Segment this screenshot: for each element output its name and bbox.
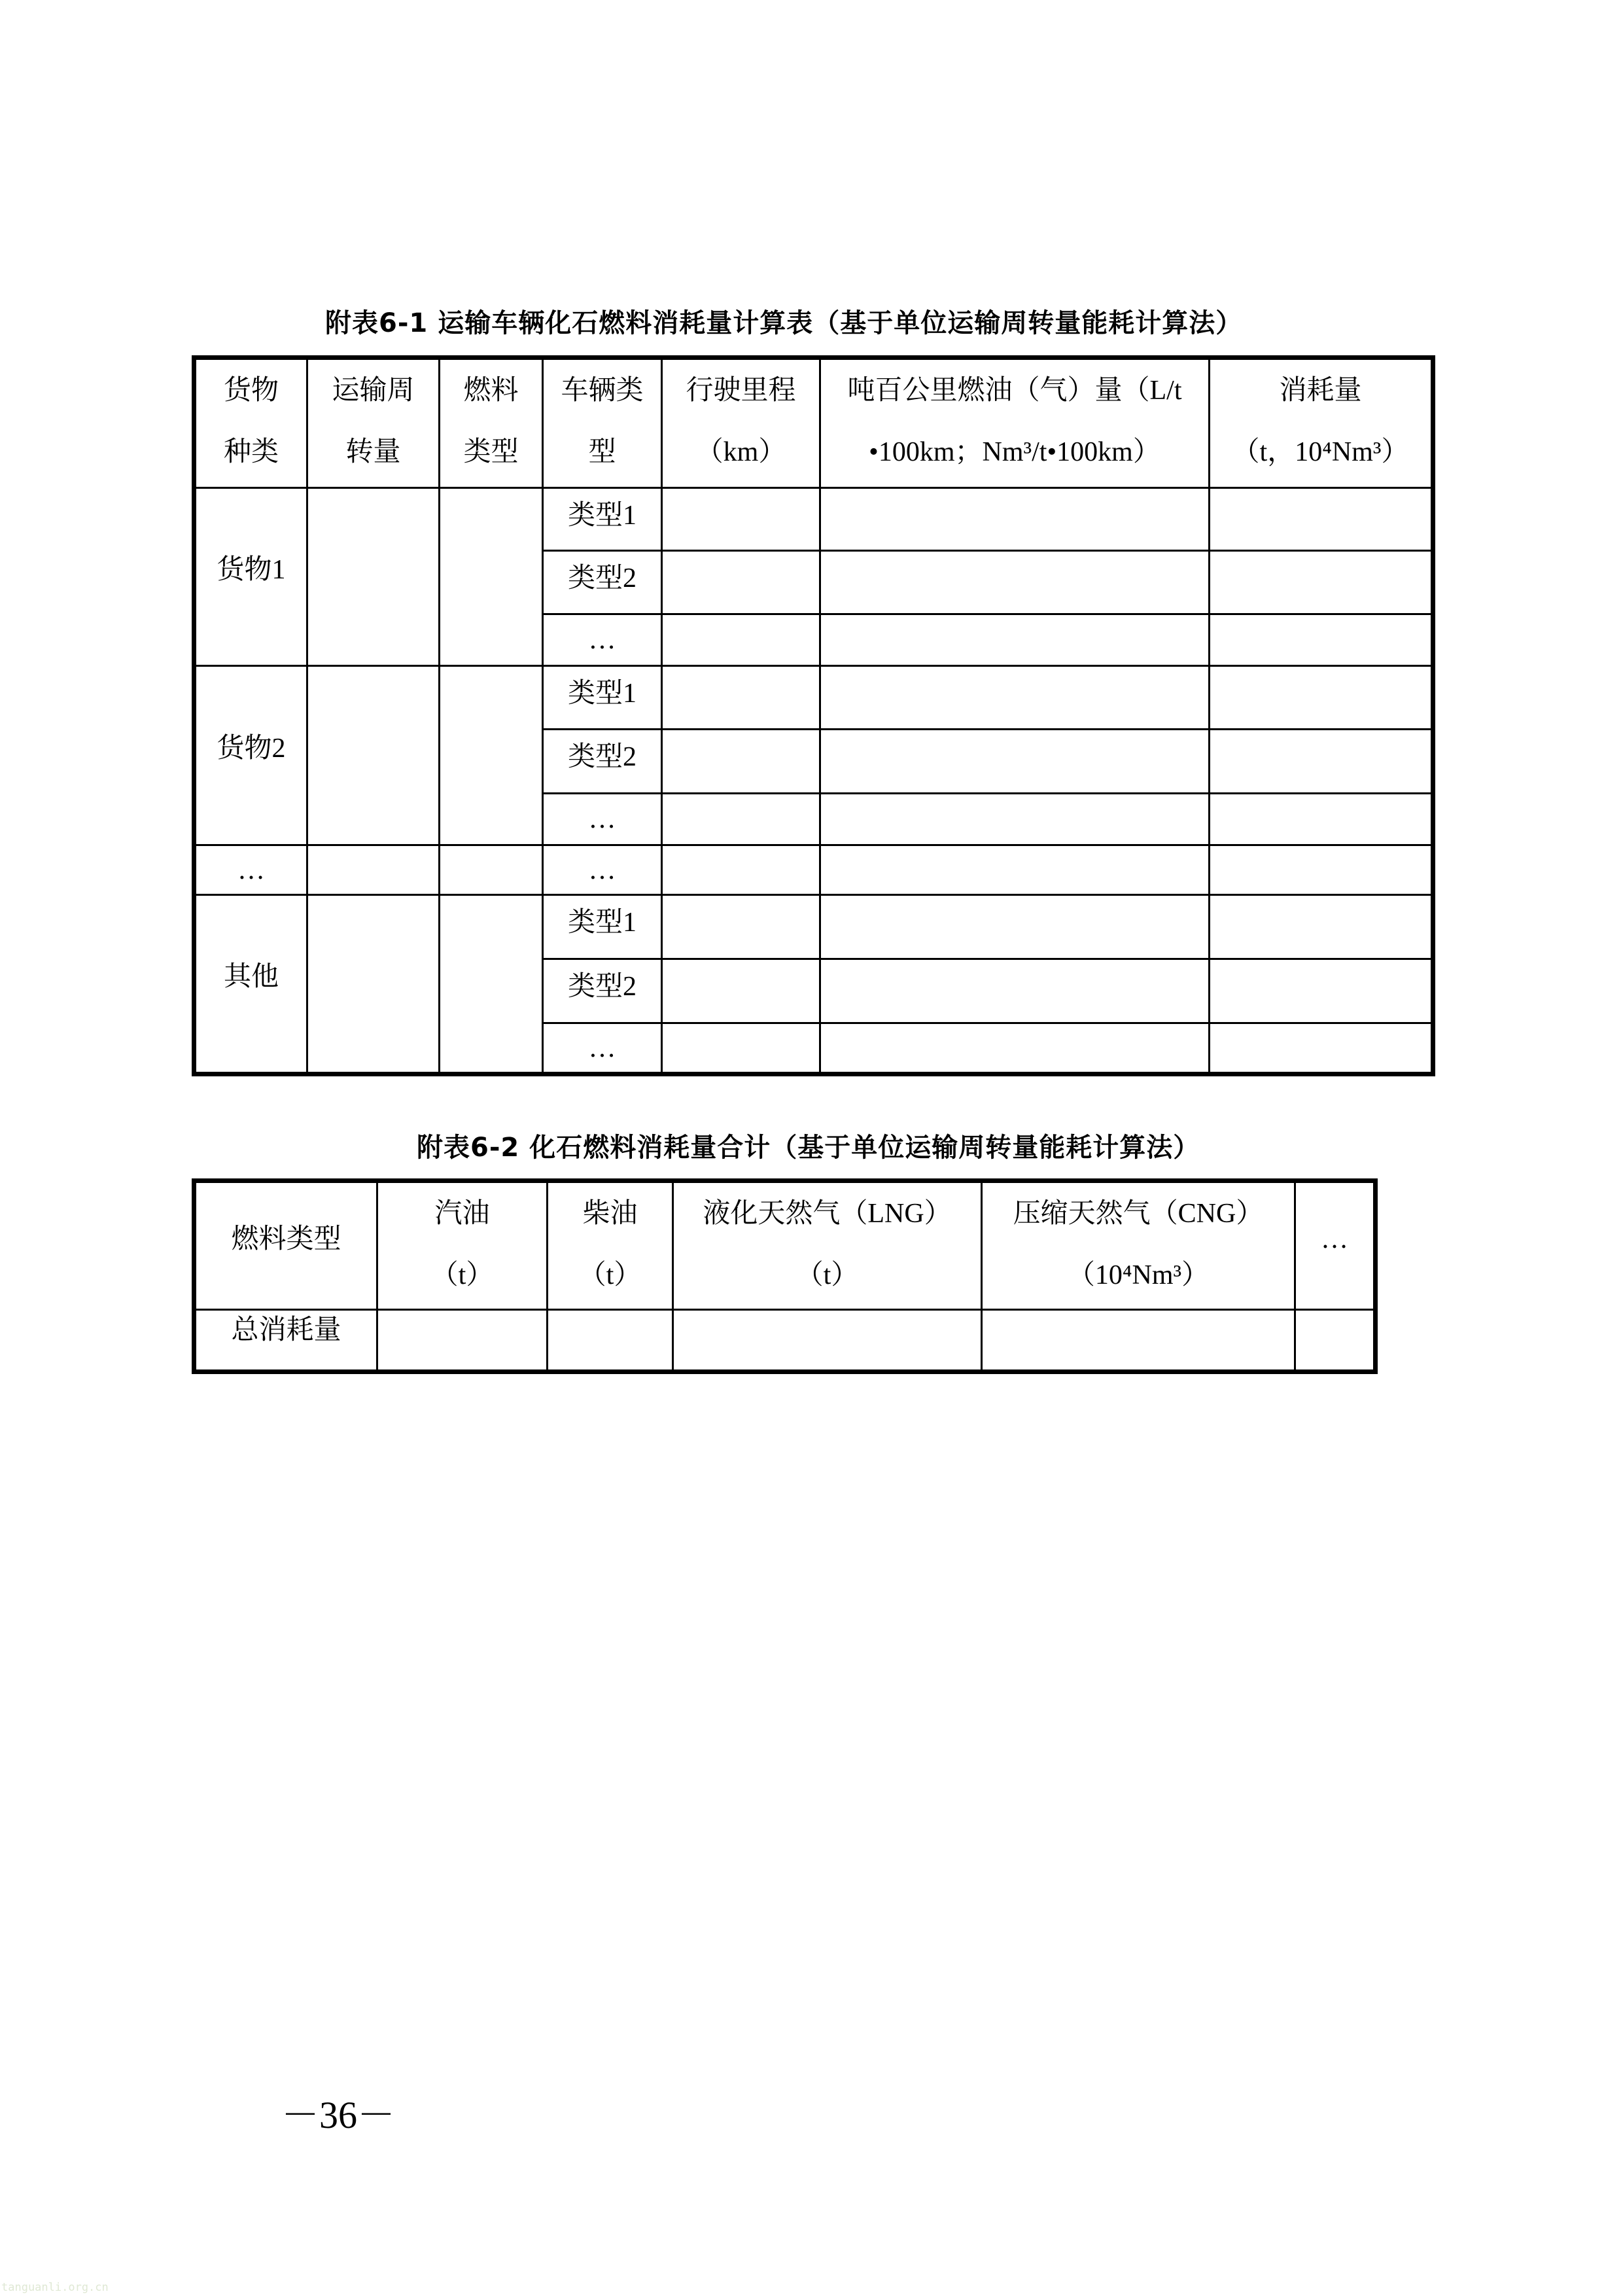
consumption-cell[interactable]: [1210, 614, 1433, 666]
header-fuel-type: 燃料 类型: [440, 358, 543, 488]
header-transport-turnover: 运输周 转量: [307, 358, 440, 488]
table2-header-row: [194, 1181, 1376, 1310]
header-cargo-type: 货物 种类: [194, 358, 307, 488]
table-row: [194, 666, 1433, 730]
page-number: －36－: [281, 2094, 396, 2136]
table-row: [194, 845, 1433, 895]
distance-cell[interactable]: [662, 488, 820, 551]
turnover-cell[interactable]: [307, 488, 440, 666]
table1-caption: 附表6-1 运输车辆化石燃料消耗量计算表（基于单位运输周转量能耗计算法）: [325, 308, 1243, 338]
consumption-cell[interactable]: [1210, 959, 1433, 1023]
consumption-cell[interactable]: [1210, 845, 1433, 895]
fuel-rate-cell[interactable]: [820, 959, 1210, 1023]
cng-total-cell[interactable]: [982, 1310, 1295, 1372]
distance-cell[interactable]: [662, 614, 820, 666]
consumption-cell[interactable]: [1210, 730, 1433, 794]
fuel-type-cell[interactable]: [440, 488, 543, 666]
total-consumption-label: 总消耗量: [194, 1310, 377, 1372]
cargo-cell: 其他: [194, 895, 307, 1074]
vehicle-type-cell: …: [543, 1023, 662, 1074]
table2-caption: 附表6-2 化石燃料消耗量合计（基于单位运输周转量能耗计算法）: [417, 1133, 1200, 1163]
header-gasoline: 汽油 （t）: [377, 1181, 548, 1310]
table-row: [194, 895, 1433, 959]
fuel-type-row-header: 燃料类型: [194, 1181, 377, 1310]
gasoline-total-cell[interactable]: [377, 1310, 548, 1372]
vehicle-type-cell: …: [543, 614, 662, 666]
vehicle-type-cell: …: [543, 794, 662, 845]
fuel-rate-cell[interactable]: [820, 666, 1210, 730]
vehicle-type-cell: 类型1: [543, 488, 662, 551]
fuel-consumption-total-table: [192, 1178, 1378, 1374]
fuel-consumption-calculation-table: [192, 355, 1435, 1076]
fuel-type-cell[interactable]: [440, 845, 543, 895]
table-row: [194, 488, 1433, 551]
lng-total-cell[interactable]: [673, 1310, 982, 1372]
fuel-rate-cell[interactable]: [820, 845, 1210, 895]
vehicle-type-cell: 类型1: [543, 895, 662, 959]
turnover-cell[interactable]: [307, 666, 440, 845]
fuel-rate-cell[interactable]: [820, 1023, 1210, 1074]
turnover-cell[interactable]: [307, 845, 440, 895]
header-more: …: [1295, 1181, 1376, 1310]
table2-total-row: [194, 1310, 1376, 1372]
header-vehicle-type: 车辆类 型: [543, 358, 662, 488]
fuel-rate-cell[interactable]: [820, 614, 1210, 666]
distance-cell[interactable]: [662, 845, 820, 895]
more-total-cell[interactable]: [1295, 1310, 1376, 1372]
consumption-cell[interactable]: [1210, 666, 1433, 730]
header-fuel-per-ton-100km: 吨百公里燃油（气）量（L/t •100km；Nm³/t•100km）: [820, 358, 1210, 488]
watermark: tanguanli.org.cn: [1, 2281, 109, 2294]
vehicle-type-cell: 类型2: [543, 959, 662, 1023]
consumption-cell[interactable]: [1210, 794, 1433, 845]
distance-cell[interactable]: [662, 895, 820, 959]
distance-cell[interactable]: [662, 551, 820, 614]
header-distance: 行驶里程 （km）: [662, 358, 820, 488]
consumption-cell[interactable]: [1210, 895, 1433, 959]
fuel-type-cell[interactable]: [440, 895, 543, 1074]
fuel-type-cell[interactable]: [440, 666, 543, 845]
cargo-cell: …: [194, 845, 307, 895]
vehicle-type-cell: 类型2: [543, 730, 662, 794]
turnover-cell[interactable]: [307, 895, 440, 1074]
distance-cell[interactable]: [662, 1023, 820, 1074]
consumption-cell[interactable]: [1210, 1023, 1433, 1074]
table1-header-row: [194, 358, 1433, 488]
distance-cell[interactable]: [662, 730, 820, 794]
fuel-rate-cell[interactable]: [820, 730, 1210, 794]
fuel-rate-cell[interactable]: [820, 895, 1210, 959]
consumption-cell[interactable]: [1210, 551, 1433, 614]
fuel-rate-cell[interactable]: [820, 794, 1210, 845]
header-cng: 压缩天然气（CNG） （10⁴Nm³）: [982, 1181, 1295, 1310]
distance-cell[interactable]: [662, 794, 820, 845]
diesel-total-cell[interactable]: [548, 1310, 673, 1372]
vehicle-type-cell: 类型1: [543, 666, 662, 730]
cargo-cell: 货物1: [194, 488, 307, 666]
vehicle-type-cell: …: [543, 845, 662, 895]
distance-cell[interactable]: [662, 666, 820, 730]
vehicle-type-cell: 类型2: [543, 551, 662, 614]
fuel-rate-cell[interactable]: [820, 551, 1210, 614]
header-consumption: 消耗量 （t，10⁴Nm³）: [1210, 358, 1433, 488]
header-lng: 液化天然气（LNG） （t）: [673, 1181, 982, 1310]
fuel-rate-cell[interactable]: [820, 488, 1210, 551]
header-diesel: 柴油 （t）: [548, 1181, 673, 1310]
cargo-cell: 货物2: [194, 666, 307, 845]
distance-cell[interactable]: [662, 959, 820, 1023]
consumption-cell[interactable]: [1210, 488, 1433, 551]
